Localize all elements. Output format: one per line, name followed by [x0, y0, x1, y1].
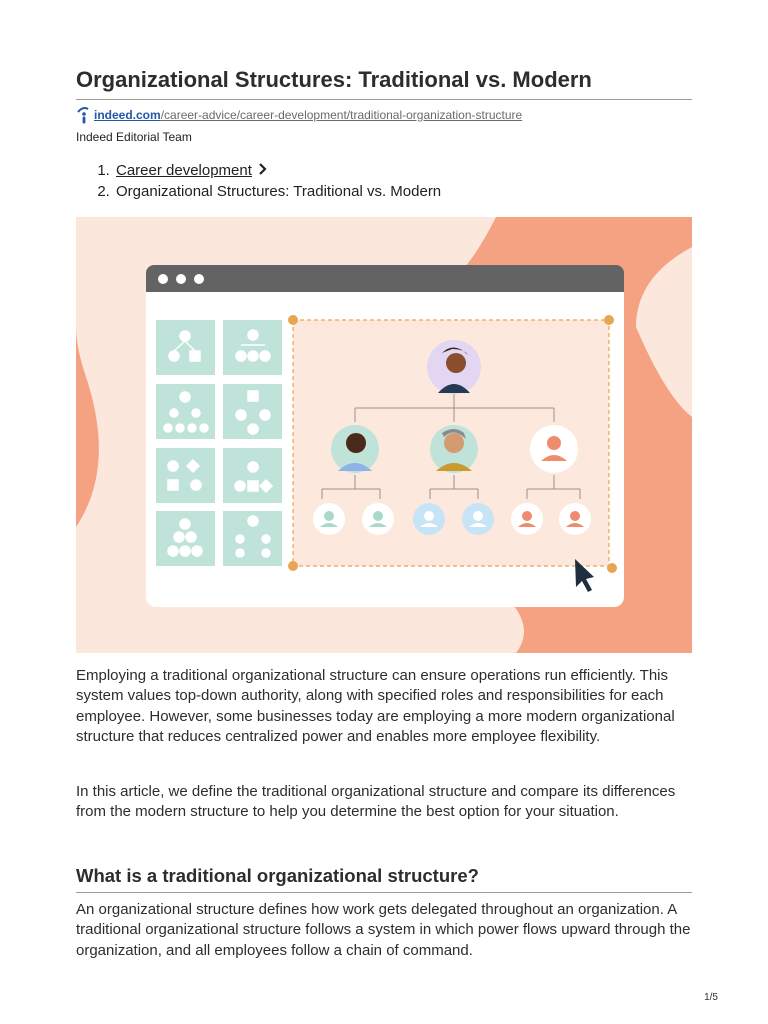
chevron-right-icon — [258, 160, 267, 181]
indeed-logo-icon — [76, 106, 90, 124]
section-paragraph-1: An organizational structure defines how work gets delegated throughout an organization. A traditional organizational structure follows a system in which power flows upward through the organization, and all employees follow a chain of command. — [76, 901, 691, 959]
page-number: 1/5 — [704, 992, 718, 1003]
intro-paragraph-2: In this article, we define the traditional organizational structure and compare its differences from the modern structure to help you determine the best option for your situation. — [76, 783, 676, 821]
source-path-link[interactable]: /career-advice/career-development/traditional-organization-structure — [160, 108, 523, 122]
section-heading: What is a traditional organizational structure? — [76, 864, 692, 893]
hero-illustration — [76, 217, 692, 653]
breadcrumb-item-current: 2. Organizational Structures: Traditional vs. Modern — [114, 181, 441, 202]
author-line: Indeed Editorial Team — [76, 130, 192, 144]
intro-paragraph-1: Employing a traditional organizational structure can ensure operations run efficiently. This system values top-down authority, along with specified roles and responsibilities for each employee. However, some businesses today are employing a more modern organizational structure that reduces centralized power and enables more employee flexibility. — [76, 667, 675, 746]
source-domain-link[interactable]: indeed.com — [94, 108, 161, 122]
breadcrumb-item — [114, 160, 441, 181]
source-line — [76, 106, 522, 124]
breadcrumb-link-career-development[interactable]: Career development — [116, 162, 252, 179]
page-title: Organizational Structures: Traditional vs. Modern — [76, 66, 692, 100]
breadcrumb — [96, 160, 441, 202]
